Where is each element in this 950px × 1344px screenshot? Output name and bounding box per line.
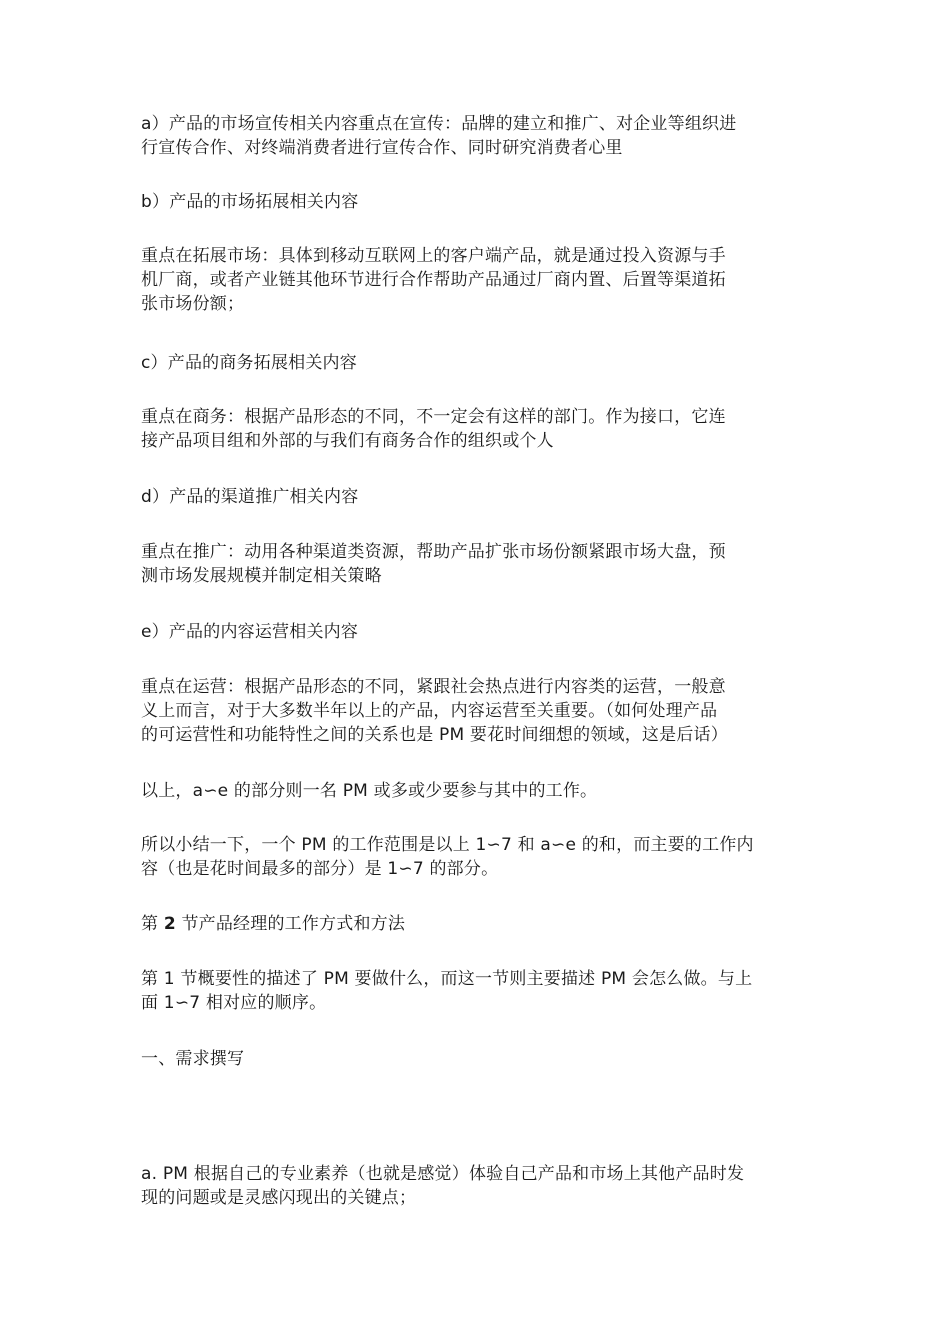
text-line: 行宣传合作、对终端消费者进行宣传合作、同时研究消费者心里 [141,138,623,158]
section-heading-2 [141,912,809,936]
text-line: 张市场份额； [141,294,245,314]
text-line: c）产品的商务拓展相关内容 [141,353,357,373]
heading-e-content-operation [141,620,809,644]
paragraph-expansion-focus [141,244,809,316]
paragraph-a-market-promotion [141,112,809,160]
text-line: a. PM 根据自己的专业素养（也就是感觉）体验自己产品和市场上其他产品时发 [141,1164,745,1184]
heading-c-business-expansion [141,351,809,375]
text-line: 重点在拓展市场：具体到移动互联网上的客户端产品，就是通过投入资源与手 [141,246,726,266]
text-line: 接产品项目组和外部的与我们有商务合作的组织或个人 [141,431,554,451]
text-line: 重点在运营：根据产品形态的不同，紧跟社会热点进行内容类的运营，一般意 [141,677,726,697]
text-line: 的可运营性和功能特性之间的关系也是 PM 要花时间细想的领域，这是后话） [141,725,728,745]
paragraph-operation-focus [141,675,809,747]
text-line: 以上，a∽e 的部分则一名 PM 或多或少要参与其中的工作。 [141,781,598,801]
paragraph-promotion-focus [141,540,809,588]
text-line: e）产品的内容运营相关内容 [141,622,359,642]
text-line: 面 1∽7 相对应的顺序。 [141,993,327,1013]
paragraph-business-focus [141,405,809,453]
text-line: a）产品的市场宣传相关内容重点在宣传：品牌的建立和推广、对企业等组织进 [141,114,737,134]
section-number: 2 [163,914,176,934]
paragraph-summary-a-e [141,779,809,803]
text-line: 容（也是花时间最多的部分）是 1∽7 的部分。 [141,859,499,879]
text-line: b）产品的市场拓展相关内容 [141,192,359,212]
text-line: 所以小结一下，一个 PM 的工作范围是以上 1∽7 和 a∽e 的和，而主要的工作内 [141,835,754,855]
heading-d-channel-promotion [141,485,809,509]
text-line: 第 1 节概要性的描述了 PM 要做什么，而这一节则主要描述 PM 会怎么做。与上 [141,969,753,989]
text-line: 测市场发展规模并制定相关策略 [141,566,382,586]
section-title: 节产品经理的工作方式和方法 [175,914,406,934]
text-line [141,912,809,936]
text-line: 义上而言，对于大多数半年以上的产品，内容运营至关重要。（如何处理产品 [141,701,718,721]
paragraph-section-intro [141,967,809,1015]
text-line: 重点在推广：动用各种渠道类资源，帮助产品扩张市场份额紧跟市场大盘，预 [141,542,726,562]
text-line: 重点在商务：根据产品形态的不同，不一定会有这样的部门。作为接口，它连 [141,407,726,427]
subheading-requirements-writing [141,1047,809,1071]
paragraph-summary-scope [141,833,809,881]
text-line: d）产品的渠道推广相关内容 [141,487,359,507]
text-line: 机厂商，或者产业链其他环节进行合作帮助产品通过厂商内置、后置等渠道拓 [141,270,726,290]
heading-b-market-expansion [141,190,809,214]
paragraph-requirement-a [141,1162,809,1210]
section-prefix: 第 [141,914,164,934]
text-line: 一、需求撰写 [141,1049,245,1069]
text-line: 现的问题或是灵感闪现出的关键点； [141,1188,417,1208]
